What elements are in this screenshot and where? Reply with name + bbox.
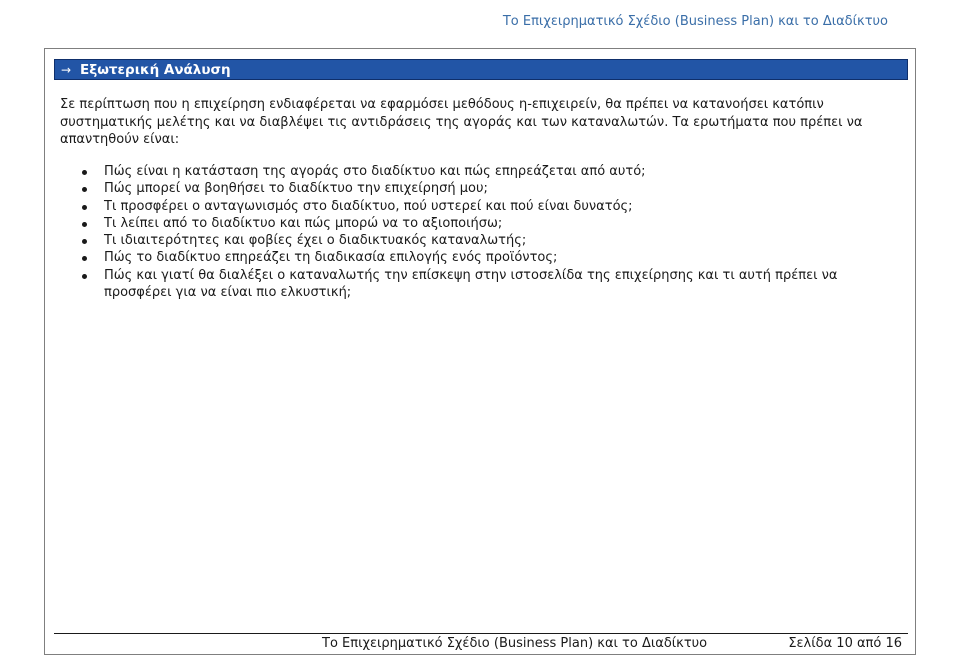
list-item-text: Τι ιδιαιτερότητες και φοβίες έχει ο διαδικτυακός καταναλωτής; (104, 233, 527, 249)
list-item-text: Πώς μπορεί να βοηθήσει το διαδίκτυο την επιχείρησή μου; (104, 181, 488, 197)
footer-title: Το Επιχειρηματικό Σχέδιο (Business Plan) και το Διαδίκτυο (322, 636, 708, 651)
bullet-icon (82, 170, 87, 175)
section-heading-bar (54, 59, 908, 80)
section-title: Εξωτερική Ανάλυση (80, 61, 231, 78)
list-item (82, 215, 902, 232)
page-number: Σελίδα 10 από 16 (788, 636, 902, 651)
bullet-icon (82, 222, 87, 227)
intro-paragraph: Σε περίπτωση που η επιχείρηση ενδιαφέρεται να εφαρμόσει μεθόδους η-επιχειρείν, θα πρέπει να κατανοήσει κατόπιν συστηματικής μελέτης και να διαβλέψει τις αντιδράσεις της αγοράς και των καταναλωτών. Τα ερωτήματα που πρέπει να απαντηθούν είναι: (60, 97, 863, 147)
list-item-text: Τι προσφέρει ο ανταγωνισμός στο διαδίκτυο, πού υστερεί και πού είναι δυνατός; (104, 198, 633, 214)
list-item-text: Πώς και γιατί θα διαλέξει ο καταναλωτής την επίσκεψη στην ιστοσελίδα της επιχείρησης και τι αυτή πρέπει να προσφέρει για να είναι πιο ελκυστική; (104, 267, 838, 301)
bullet-icon (82, 239, 87, 244)
bullet-icon (82, 205, 87, 210)
list-item-text: Πώς είναι η κατάσταση της αγοράς στο διαδίκτυο και πώς επηρεάζεται από αυτό; (104, 164, 646, 179)
bullet-icon (82, 256, 87, 261)
list-item (82, 163, 902, 180)
running-header: Το Επιχειρηματικό Σχέδιο (Business Plan) και το Διαδίκτυο (502, 14, 888, 29)
list-item (82, 267, 902, 302)
right-arrow-icon: → (61, 62, 72, 77)
list-item-text: Πώς το διαδίκτυο επηρεάζει τη διαδικασία επιλογής ενός προϊόντος; (104, 250, 558, 266)
list-item (82, 232, 902, 249)
question-list (82, 163, 902, 301)
list-item (82, 180, 902, 197)
list-item (82, 249, 902, 266)
bullet-icon (82, 274, 87, 279)
page-footer (54, 633, 908, 653)
list-item (82, 198, 902, 215)
bullet-icon (82, 187, 87, 192)
list-item-text: Τι λείπει από το διαδίκτυο και πώς μπορώ να το αξιοποιήσω; (104, 215, 503, 231)
